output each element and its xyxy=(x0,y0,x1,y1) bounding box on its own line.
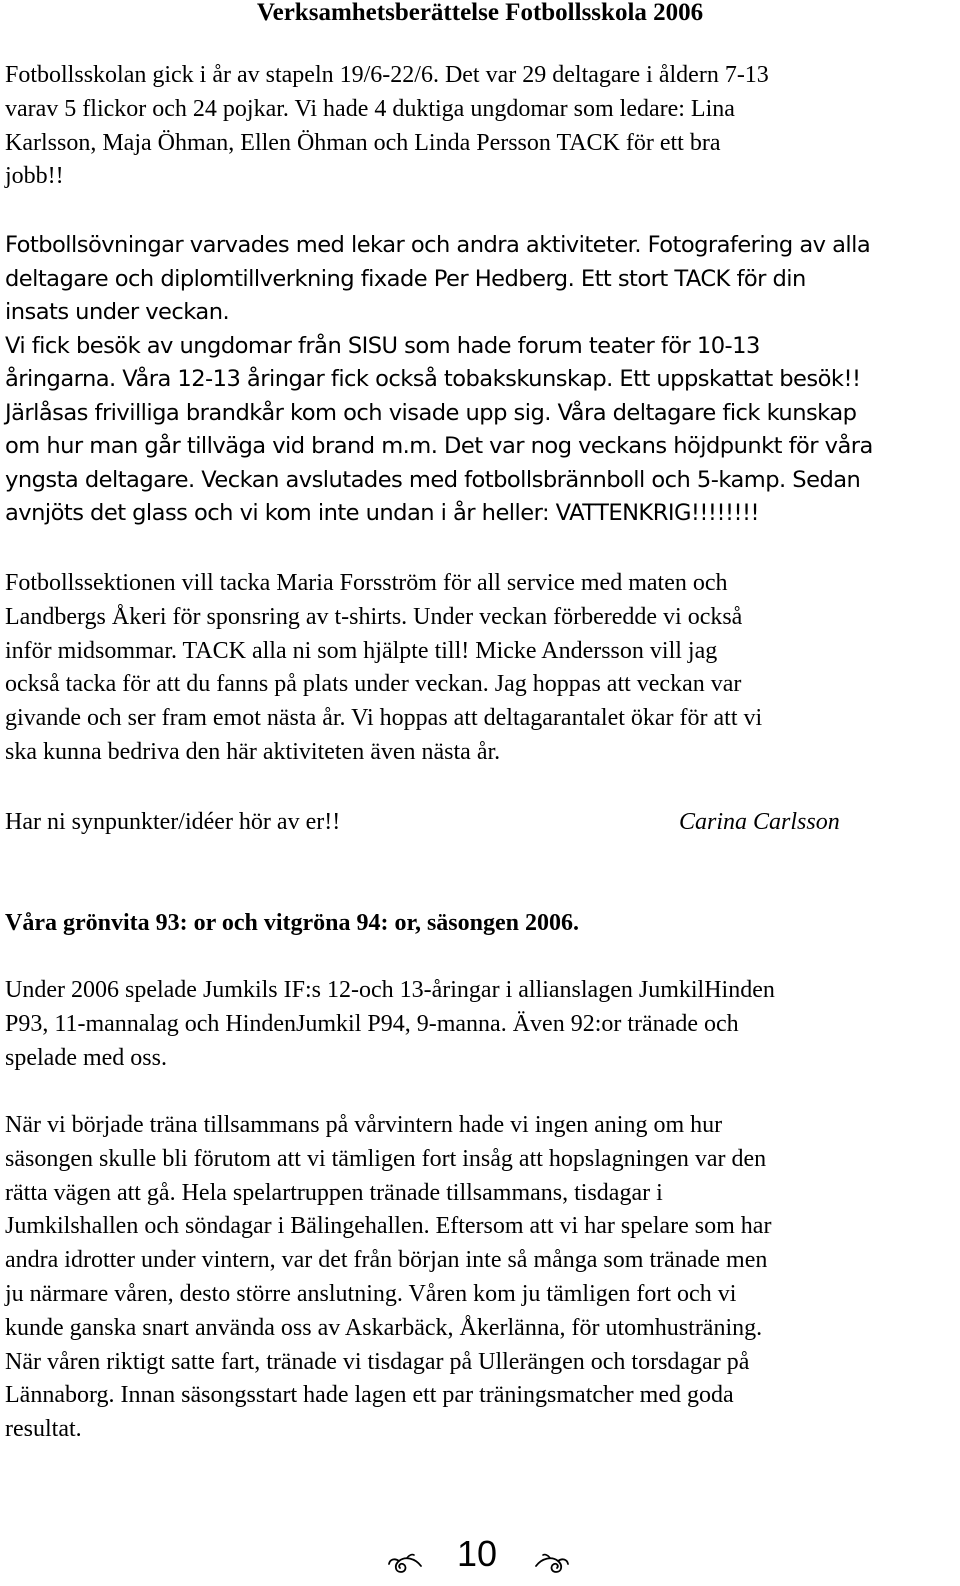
paragraph-season-intro: Under 2006 spelade Jumkils IF:s 12-och 13-åringar i allianslagen JumkilHinden P93, 11-mannalag och HindenJumkil P94, 9-manna. Även 92:or tränade och spelade med oss. xyxy=(5,977,775,1071)
paragraph-intro: Fotbollsskolan gick i år av stapeln 19/6-22/6. Det var 29 deltagare i åldern 7-13 varav 5 flickor och 24 pojkar. Vi hade 4 duktiga ungdomar som ledare: Lina Karlsson, Maja Öhman, Ellen Öhman och Linda Persson TACK för ett bra jobb!! xyxy=(5,62,769,190)
page-footer xyxy=(0,1534,960,1586)
paragraph-season-story: När vi började träna tillsammans på vårvintern hade vi ingen aning om hur säsongen skulle bli förutom att vi tämligen fort insåg att hopslagningen var den rätta vägen att gå. Hela spelartruppen tränade tillsammans, tisdagar i Jumkilshallen och söndagar i Bälingehallen. Eftersom att vi har spelare som har andra idrotter under vintern, var det från början inte så många som tränade men ju närmare våren, desto större anslutning. Våren kom ju tämligen fort och vi kunde ganska snart använda oss av Askarbäck, Åkerlänna, för utomhusträning. När våren riktigt satte fart, tränade vi tisdagar på Ullerängen och torsdagar på Lännaborg. Innan säsongsstart hade lagen ett par träningsmatcher med goda resultat. xyxy=(5,1112,772,1443)
closing-line: Har ni synpunkter/idéer hör av er!! xyxy=(5,809,341,835)
page-title-text: Verksamhetsberättelse Fotbollsskola 2006 xyxy=(256,0,704,26)
paragraph-activities: Fotbollsövningar varvades med lekar och andra aktiviteter. Fotografering av alla deltagare och diplomtillverkning fixade Per Hedberg. Ett stort TACK för din insats under veckan. Vi fick besök av ungdomar från SISU som hade forum teater för 10-13 åringarna. Våra 12-13 åringar fick också tobakskunskap. Ett uppskattat besök!! Järlåsas frivilliga brandkår kom och visade upp sig. Våra deltagare fick kunskap om hur man går tillväga vid brand m.m. Det var nog veckans höjdpunkt för våra yngsta deltagare. Veckan avslutades med fotbollsbrännboll och 5-kamp. Sedan avnjöts det glass och vi kom inte undan i år heller: VATTENKRIG!!!!!!!! xyxy=(5,232,873,526)
right-ornament-icon xyxy=(534,1552,570,1576)
section-heading: Våra grönvita 93: or och vitgröna 94: or, säsongen 2006. xyxy=(5,910,579,936)
paragraph-thanks: Fotbollssektionen vill tacka Maria Forsström för all service med maten och Landbergs Åkeri för sponsring av t-shirts. Under veckan förberedde vi också inför midsommar. TACK alla ni som hjälpte till! Micke Andersson vill jag också tacka för att du fanns på plats under veckan. Jag hoppas att veckan var givande och ser fram emot nästa år. Vi hoppas att deltagarantalet ökar för att vi ska kunna bedriva den här aktiviteten även nästa år. xyxy=(5,570,763,765)
page-number: 10 xyxy=(457,1533,498,1574)
page-title xyxy=(0,0,960,31)
signature: Carina Carlsson xyxy=(679,809,840,835)
left-ornament-icon xyxy=(387,1552,423,1576)
